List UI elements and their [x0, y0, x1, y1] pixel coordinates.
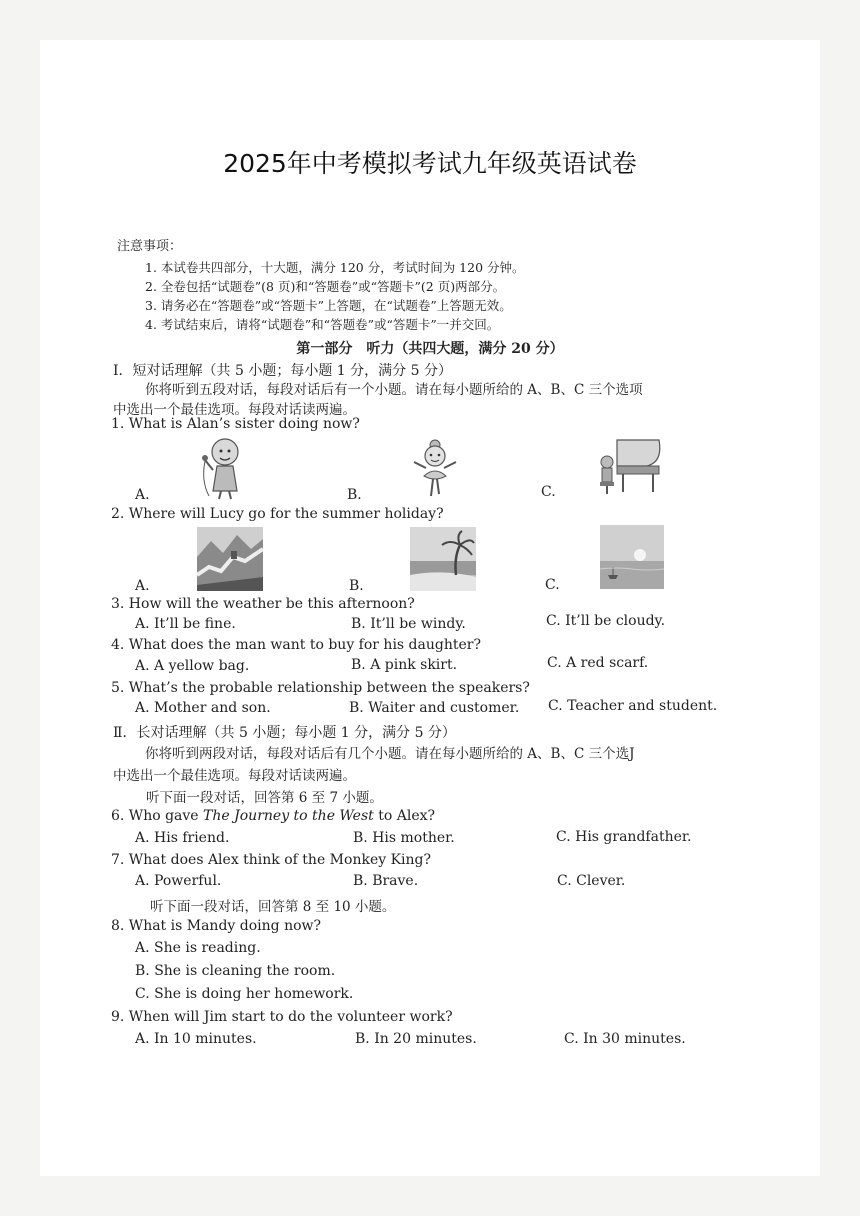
option-a-label: A.: [135, 487, 150, 503]
option-a-label: A. A yellow bag.: [135, 658, 250, 674]
girl-dancing-image: [410, 436, 460, 498]
book-title: The Journey to the West: [203, 808, 374, 824]
option-a-label: A.: [135, 578, 150, 594]
question-5-stem: 5. What’s the probable relationship between the speakers?: [111, 680, 530, 696]
question-6-text: 6. Who gave: [111, 808, 204, 824]
dialogue-lead: 听下面一段对话，回答第 6 至 7 小题。: [146, 790, 383, 806]
part-one-title: 第一部分 听力（共四大题，满分 20 分）: [296, 341, 564, 357]
notice-heading: 注意事项：: [117, 239, 183, 254]
option-b-label: B.: [349, 578, 364, 594]
option-b-label: B. In 20 minutes.: [355, 1031, 477, 1047]
question-6-text: to Alex?: [373, 808, 436, 824]
section-2-instruction: 中选出一个最佳选项。每段对话读两遍。: [113, 768, 356, 784]
section-1-instruction: 中选出一个最佳选项。每段对话读两遍。: [113, 402, 356, 418]
question-1-stem: 1. What is Alan’s sister doing now?: [111, 416, 360, 432]
notice-item: 3. 请务必在“答题卷”或“答题卡”上答题，在“试题卷”上答题无效。: [145, 298, 512, 313]
option-c-label: C.: [541, 484, 556, 500]
option-a-label: A. She is reading.: [135, 940, 261, 956]
option-a-label: A. Mother and son.: [135, 700, 271, 716]
option-b-label: B. She is cleaning the room.: [135, 963, 336, 979]
option-c-label: C. In 30 minutes.: [564, 1031, 686, 1047]
notice-item: 1. 本试卷共四部分，十大题，满分 120 分，考试时间为 120 分钟。: [145, 260, 525, 275]
option-b-label: B. It’ll be windy.: [351, 616, 466, 632]
section-1-heading: Ⅰ．短对话理解（共 5 小题；每小题 1 分，满分 5 分）: [113, 363, 452, 379]
option-c-label: C. A red scarf.: [547, 655, 649, 671]
option-b-label: B. A pink skirt.: [351, 657, 458, 673]
option-c-label: C.: [545, 577, 560, 593]
option-c-label: C. His grandfather.: [556, 829, 692, 845]
option-b-label: B. His mother.: [353, 830, 455, 846]
section-2-instruction: 你将听到两段对话，每段对话后有几个小题。请在每小题所给的 A、B、C 三个选J: [145, 746, 635, 762]
question-2-stem: 2. Where will Lucy go for the summer holiday?: [111, 506, 444, 522]
section-2-heading: Ⅱ．长对话理解（共 5 小题；每小题 1 分，满分 5 分）: [113, 725, 456, 741]
option-b-label: B. Waiter and customer.: [349, 700, 520, 716]
section-1-instruction: 你将听到五段对话，每段对话后有一个小题。请在每小题所给的 A、B、C 三个选项: [145, 382, 643, 398]
option-a-label: A. His friend.: [135, 830, 230, 846]
great-wall-image: [197, 527, 263, 591]
girl-singing-image: [195, 436, 253, 500]
notice-item: 4. 考试结束后，请将“试题卷”和“答题卷”或“答题卡”一并交回。: [145, 317, 500, 332]
option-c-label: C. Teacher and student.: [548, 698, 718, 714]
exam-title: 2025年中考模拟考试九年级英语试卷: [223, 149, 637, 178]
option-c-label: C. It’ll be cloudy.: [546, 613, 666, 629]
sea-sunset-image: [600, 525, 664, 589]
beach-palm-image: [410, 527, 476, 591]
question-3-stem: 3. How will the weather be this afternoon?: [111, 596, 415, 612]
question-7-stem: 7. What does Alex think of the Monkey King?: [111, 852, 432, 868]
notice-item: 2. 全卷包括“试题卷”(8 页)和“答题卷”或“答题卡”(2 页)两部分。: [145, 279, 506, 294]
option-a-label: A. Powerful.: [135, 873, 222, 889]
question-9-stem: 9. When will Jim start to do the volunteer work?: [111, 1009, 453, 1025]
option-c-label: C. Clever.: [557, 873, 626, 889]
question-8-stem: 8. What is Mandy doing now?: [111, 918, 321, 934]
question-6-stem: [111, 808, 435, 824]
option-c-label: C. She is doing her homework.: [135, 986, 354, 1002]
option-b-label: B.: [347, 487, 362, 503]
dialogue-lead: 听下面一段对话，回答第 8 至 10 小题。: [150, 899, 396, 915]
option-a-label: A. In 10 minutes.: [135, 1031, 257, 1047]
piano-image: [597, 432, 663, 496]
option-a-label: A. It’ll be fine.: [135, 616, 236, 632]
option-b-label: B. Brave.: [353, 873, 419, 889]
question-4-stem: 4. What does the man want to buy for his daughter?: [111, 637, 481, 653]
